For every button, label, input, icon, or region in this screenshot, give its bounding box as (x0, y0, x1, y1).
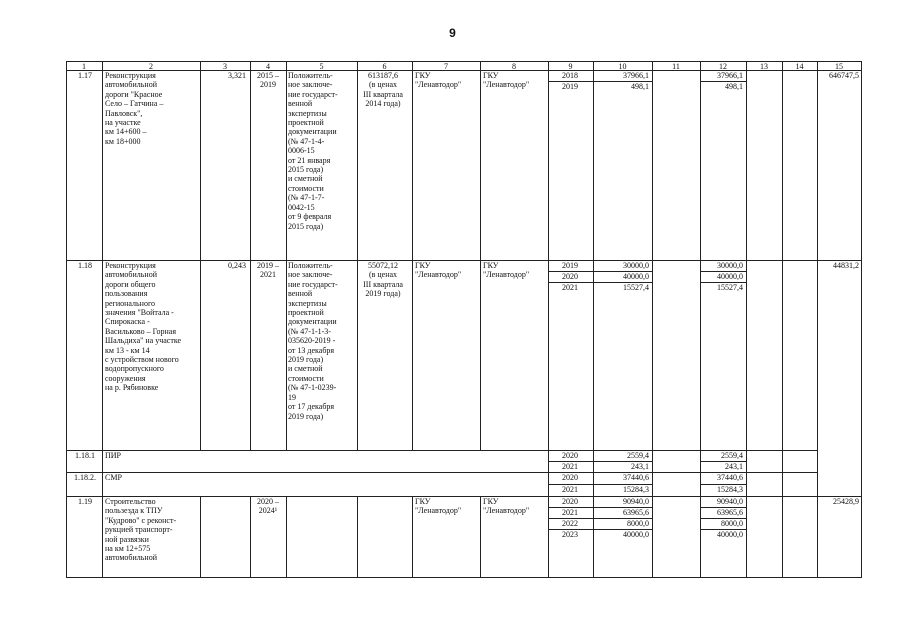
amount-regional: 63965,6 (717, 508, 743, 517)
object-name: Реконструкция автомобильной дороги "Красное Село – Гатчина – Павловск", на участке км 14+600 – км 18+000 (105, 71, 164, 146)
column-header: 1 (82, 62, 86, 71)
length-km: 0,243 (228, 261, 246, 270)
amount-regional: 40000,0 (717, 530, 743, 539)
amount-total: 2559,4 (627, 451, 649, 460)
column-border (480, 61, 481, 450)
column-border (861, 61, 862, 578)
amount-total: 37966,1 (623, 71, 649, 80)
object-name: Строительство пользезда к ТПУ "Кудрово" с реконст- рукцией транспорт- ной развязки на км 12+575 автомобильной (105, 497, 177, 563)
estimated-cost: 613187,6 (в ценах III квартала 2014 года) (363, 71, 403, 109)
amount-regional: 40000,0 (717, 272, 743, 281)
period: 2020 – 2024¹ (257, 497, 279, 516)
amount-regional: 90940,0 (717, 497, 743, 506)
period: 2019 – 2021 (257, 261, 279, 280)
column-border (746, 61, 747, 578)
column-header: 8 (512, 62, 516, 71)
object-name: Реконструкция автомобильной дороги общего пользования регионального значения "Войтала - Спирокаска - Васильково – Горная Шальдиха" на участке км 13 - км 14 с устройством нового водопропускного сооружения на р. Рябиновке (105, 261, 182, 393)
amount-total: 63965,6 (623, 508, 649, 517)
amount-regional: 37440,6 (717, 473, 743, 482)
amount-regional: 30000,0 (717, 261, 743, 270)
amount-regional: 498,1 (725, 82, 743, 91)
year: 2018 (562, 71, 578, 80)
column-header: 10 (618, 62, 627, 71)
year: 2023 (562, 530, 578, 539)
period: 2015 – 2019 (257, 71, 279, 90)
project-documentation: Положитель- ное заключе- ние государст- венной экспертизы проектной документации (№ 47-1-1-3- 035620-2019 - от 13 декабря 2019 года) и сметной стоимости (№ 47-1-0239- 19 от 17 декабря 2019 года) (288, 261, 338, 421)
column-border (250, 61, 251, 450)
column-border (102, 61, 103, 578)
column-header: 13 (760, 62, 768, 71)
amount-total: 37440,6 (623, 473, 649, 482)
amount-total: 243,1 (631, 462, 649, 471)
column-header: 5 (319, 62, 324, 71)
year: 2021 (562, 508, 578, 517)
column-header: 7 (444, 62, 448, 71)
amount-regional: 2559,4 (721, 451, 743, 460)
amount-total: 15527,4 (623, 283, 649, 292)
amount-total: 90940,0 (623, 497, 649, 506)
column-border (782, 61, 783, 578)
year: 2020 (562, 272, 578, 281)
estimated-cost: 55072,12 (в ценах III квартала 2019 года) (363, 261, 403, 299)
column-border (412, 496, 413, 578)
row-number: 1.18.2. (74, 473, 96, 482)
length-km: 3,321 (228, 71, 246, 80)
object-name: ПИР (105, 451, 122, 460)
amount-total: 40000,0 (623, 272, 649, 281)
page-number: 9 (449, 26, 456, 40)
year: 2021 (562, 462, 578, 471)
column-border (66, 61, 67, 578)
column-header: 9 (568, 62, 573, 71)
column-header: 6 (382, 62, 387, 71)
column-border (652, 61, 653, 578)
amount-total: 30000,0 (623, 261, 649, 270)
amount-regional: 15527,4 (717, 283, 743, 292)
year: 2019 (562, 82, 578, 91)
column-header: 11 (672, 62, 680, 71)
year: 2021 (562, 283, 578, 292)
column-border (480, 496, 481, 578)
amount-total: 498,1 (631, 82, 649, 91)
column-border (200, 61, 201, 450)
column-border (357, 496, 358, 578)
amount-regional: 243,1 (725, 462, 743, 471)
column-border (357, 61, 358, 450)
table-bottom-border (66, 577, 861, 578)
amount-total: 8000,0 (627, 519, 649, 528)
total-value: 25428,9 (833, 497, 859, 506)
row-number: 1.17 (78, 71, 92, 80)
year: 2019 (562, 261, 578, 270)
amount-regional: 8000,0 (721, 519, 743, 528)
column-header: 12 (719, 62, 727, 71)
column-border (286, 61, 287, 450)
customer: ГКУ "Ленавтодор" (415, 261, 462, 280)
column-header: 4 (266, 62, 270, 71)
developer: ГКУ "Ленавтодор" (483, 497, 530, 516)
object-name: СМР (105, 473, 122, 482)
column-border (286, 496, 287, 578)
amount-regional: 15284,3 (717, 485, 743, 494)
project-documentation: Положитель- ное заключе- ние государст- венной экспертизы проектной документации (№ 47-1-4- 0006-15 от 21 января 2015 года) и сметной стоимости (№ 47-1-7- 0042-15 от 9 февраля 2015 года) (288, 71, 338, 231)
column-header: 15 (835, 62, 843, 71)
year: 2022 (562, 519, 578, 528)
column-header: 3 (223, 62, 227, 71)
amount-total: 15284,3 (623, 485, 649, 494)
total-value: 646747,5 (829, 71, 859, 80)
amount-total: 40000,0 (623, 530, 649, 539)
amount-regional: 37966,1 (717, 71, 743, 80)
developer: ГКУ "Ленавтодор" (483, 71, 530, 90)
year: 2020 (562, 497, 578, 506)
column-header: 2 (149, 62, 153, 71)
year: 2021 (562, 485, 578, 494)
customer: ГКУ "Ленавтодор" (415, 497, 462, 516)
row-number: 1.18 (78, 261, 92, 270)
column-border (200, 496, 201, 578)
total-value: 44831,2 (833, 261, 859, 270)
year: 2020 (562, 451, 578, 460)
column-border (412, 61, 413, 450)
customer: ГКУ "Ленавтодор" (415, 71, 462, 90)
developer: ГКУ "Ленавтодор" (483, 261, 530, 280)
row-number: 1.18.1 (75, 451, 95, 460)
year: 2020 (562, 473, 578, 482)
column-header: 14 (795, 62, 804, 71)
row-number: 1.19 (78, 497, 92, 506)
